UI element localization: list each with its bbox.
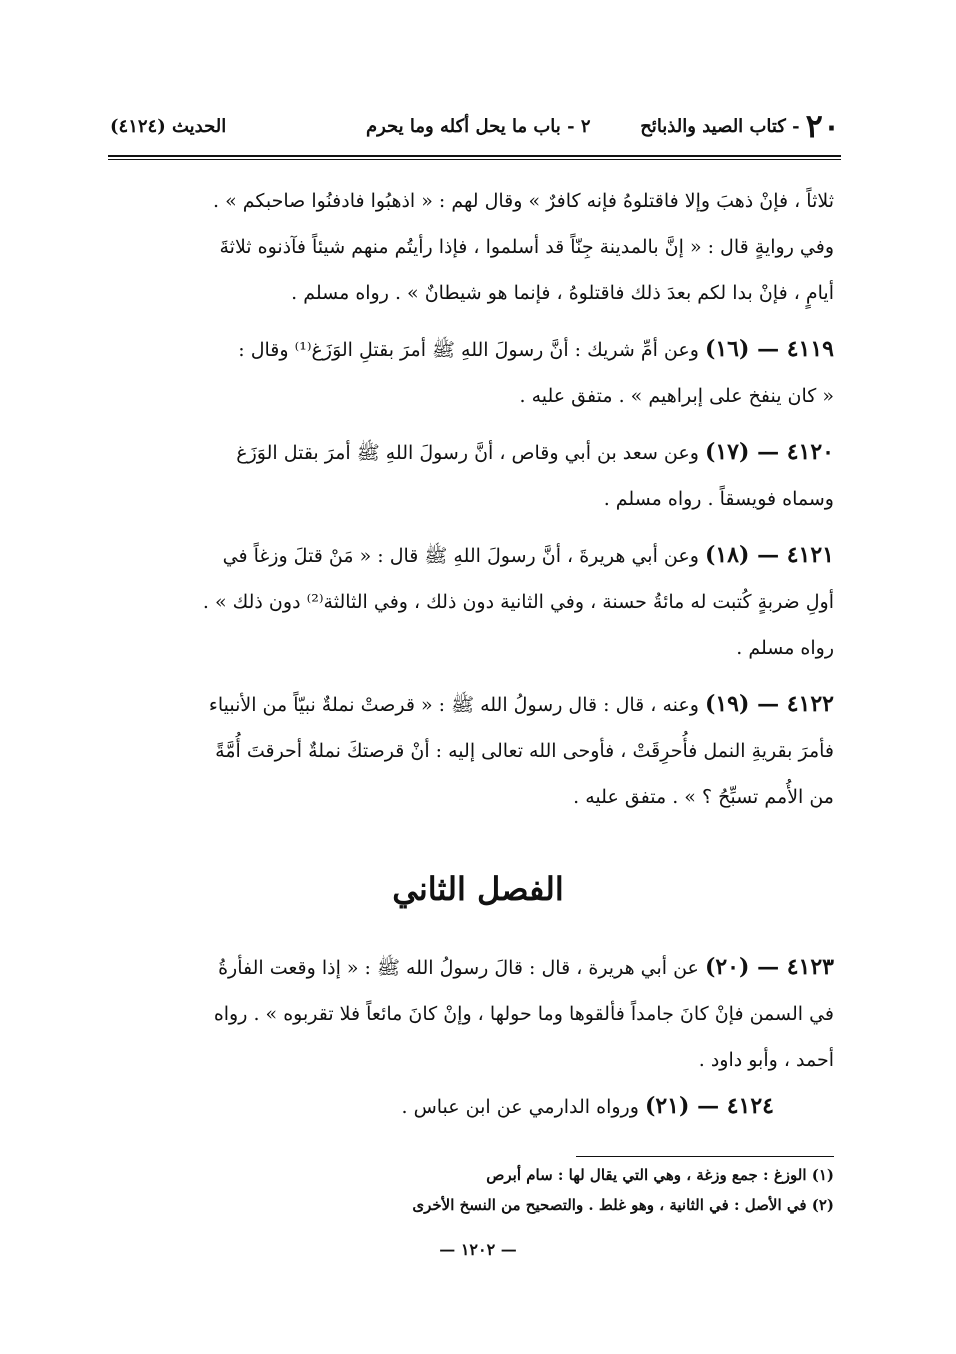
hadith-text: وعن سعد بن أبي وقاص ، أنَّ رسولَ اللهِ ﷺ أمرَ بقتل الوَزَغ bbox=[236, 442, 699, 464]
text-line: وفي روايةٍ قال : « إنَّ بالمدينة جِنّاً قد أسلموا ، فإذا رأيتُم منهم شيئاً فآذنوه ثلاثةَ bbox=[219, 236, 834, 258]
footnote-1: (١) الوزغ : جمع وزغة ، وهي التي يقال لها : سام أبرص bbox=[486, 1166, 834, 1184]
header-rule-thin bbox=[108, 159, 841, 160]
hadith-4123 bbox=[118, 944, 834, 991]
hadith-text: وعن أبي هريرةَ ، أنَّ رسولَ اللهِ ﷺ قال : « مَنْ قتلَ وزغاً في bbox=[222, 545, 699, 567]
section-heading: الفصل الثاني bbox=[392, 870, 564, 908]
text-line: وسماه فويسقاً . رواه مسلم . bbox=[603, 488, 834, 510]
text-line: من الأُمم تسبِّحُ ؟ » . متفق عليه . bbox=[573, 786, 834, 808]
text-line: رواه مسلم . bbox=[736, 637, 834, 659]
footnote-rule bbox=[576, 1156, 834, 1157]
text-line: ثلاثاً ، فإنْ ذهبَ وإلا فاقتلوهُ فإنه كافرٌ » وقال لهم : « اذهبُوا فادفنُوا صاحبكم » . bbox=[213, 190, 834, 212]
hadith-number: ٤١٢١ — (١٨) bbox=[704, 542, 834, 568]
header-book bbox=[640, 107, 840, 145]
hadith-4122 bbox=[118, 681, 834, 728]
header-chapter-title: ٢ - باب ما يحل أكله وما يحرم bbox=[365, 115, 591, 137]
hadith-number: ٤١١٩ — (١٦) bbox=[704, 336, 834, 362]
text-line: « كان ينفخ على إبراهيم » . متفق عليه . bbox=[519, 385, 834, 407]
text-line: في السمن فإنْ كانَ جامداً فألقوها وما حولها ، وإنْ كانَ مائعاً فلا تقربوه » . رواه bbox=[213, 1003, 834, 1025]
header-rule bbox=[108, 155, 841, 157]
header-page-number: ٢٠ bbox=[805, 107, 840, 145]
text-line: أولِ ضربةٍ كُتبت له مائةُ حسنة ، وفي الثانية دون ذلك ، وفي الثالثة⁽²⁾ دون ذلك » . bbox=[202, 591, 834, 613]
text-line: فأمرَ بقريةِ النمل فأُحرِقَتْ ، فأوحى الله تعالى إليه : أنْ قرصتكَ نملةٌ أحرقتَ أُمَّةً bbox=[215, 740, 834, 762]
running-header bbox=[110, 104, 840, 148]
hadith-4121 bbox=[118, 532, 834, 579]
section-text bbox=[118, 944, 834, 1130]
footnotes bbox=[250, 1160, 834, 1220]
hadith-text: ورواه الدارمي عن ابن عباس . bbox=[401, 1096, 639, 1118]
header-hadith-range: الحديث (٤١٢٤) bbox=[110, 115, 227, 137]
main-text bbox=[118, 178, 834, 820]
footer-page-number: — ١٢٠٢ — bbox=[439, 1240, 517, 1259]
text-line: أحمد ، وأبو داود . bbox=[698, 1049, 834, 1071]
text-line: أيامٍ ، فإنْ بدا لكم بعدَ ذلك فاقتلوهُ ، فإنما هو شيطانٌ » . رواه مسلم . bbox=[291, 282, 834, 304]
hadith-number: ٤١٢٠ — (١٧) bbox=[704, 439, 834, 465]
hadith-4120 bbox=[118, 429, 834, 476]
hadith-text: وعن أمِّ شريك : أنَّ رسولَ اللهِ ﷺ أمرَ بقتلِ الوَزَغ⁽¹⁾ وقال : bbox=[238, 339, 699, 361]
hadith-number: ٤١٢٣ — (٢٠) bbox=[704, 954, 834, 980]
hadith-4119 bbox=[118, 326, 834, 373]
footnote-2: (٢) في الأصل : في الثانية ، وهو غلط . والتصحيح من النسخ الأخرى bbox=[412, 1196, 834, 1214]
hadith-4124 bbox=[118, 1083, 834, 1130]
hadith-text: عن أبي هريرة ، قال : قالَ رسولُ الله ﷺ : « إذا وقعت الفأرةُ bbox=[218, 957, 699, 979]
hadith-number: ٤١٢٢ — (١٩) bbox=[704, 691, 834, 717]
hadith-number: ٤١٢٤ — (٢١) bbox=[644, 1093, 774, 1119]
hadith-text: وعنه ، قال : قال رسولُ الله ﷺ : « قرصتْ نملةٌ نبيّاً من الأنبياء bbox=[208, 694, 699, 716]
header-book-title: - كتاب الصيد والذبائح bbox=[640, 115, 800, 137]
